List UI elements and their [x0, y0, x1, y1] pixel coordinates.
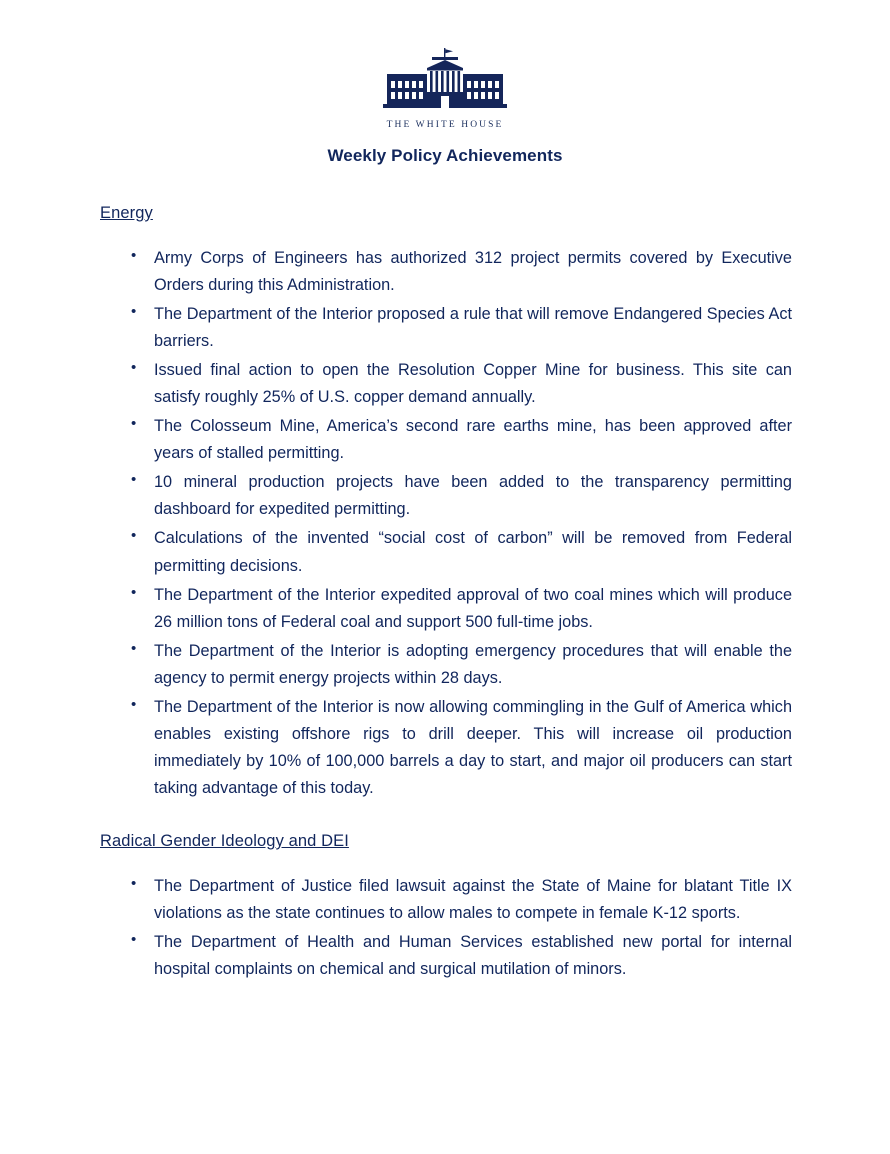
- list-item: • The Department of Justice filed lawsuit against the State of Maine for blatant Title IX violations as the state continues to allow males to compete in female K-12 sports.: [100, 873, 792, 927]
- list-item: • The Department of the Interior is adopting emergency procedures that will enable the agency to permit energy projects within 28 days.: [100, 638, 792, 692]
- list-item: • The Department of Health and Human Services established new portal for internal hospital complaints on chemical and surgical mutilation of minors.: [100, 929, 792, 983]
- list-item: • The Department of the Interior proposed a rule that will remove Endangered Species Act barriers.: [100, 301, 792, 355]
- white-house-icon: [0, 48, 890, 116]
- document-header: [0, 0, 890, 130]
- list-item: • The Department of the Interior expedited approval of two coal mines which will produce 26 million tons of Federal coal and support 500 full-time jobs.: [100, 582, 792, 636]
- logo-caption: THE WHITE HOUSE: [386, 120, 504, 130]
- page-title: Weekly Policy Achievements: [327, 146, 563, 165]
- section-heading: Radical Gender Ideology and DEI: [100, 831, 349, 850]
- list-item: • Calculations of the invented “social cost of carbon” will be removed from Federal permitting decisions.: [100, 525, 792, 579]
- list-item: • 10 mineral production projects have been added to the transparency permitting dashboard for expedited permitting.: [100, 469, 792, 523]
- bullet-list: [100, 873, 792, 983]
- list-item: • The Colosseum Mine, America’s second rare earths mine, has been approved after years of stalled permitting.: [100, 413, 792, 467]
- section-heading: Energy: [100, 204, 153, 222]
- list-item: • The Department of the Interior is now allowing commingling in the Gulf of America which enables existing offshore rigs to drill deeper. This will increase oil production immediately by 10% of 100,000 barrels a day to start, and major oil producers can start taking advantage of this today.: [100, 694, 792, 802]
- section-radical-gender-ideology-and-dei: [100, 832, 792, 983]
- section-energy: [100, 204, 792, 802]
- list-item: • Issued final action to open the Resolution Copper Mine for business. This site can satisfy roughly 25% of U.S. copper demand annually.: [100, 357, 792, 411]
- list-item: • Army Corps of Engineers has authorized 312 project permits covered by Executive Orders during this Administration.: [100, 245, 792, 299]
- bullet-list: [100, 245, 792, 802]
- document-body: [0, 204, 890, 983]
